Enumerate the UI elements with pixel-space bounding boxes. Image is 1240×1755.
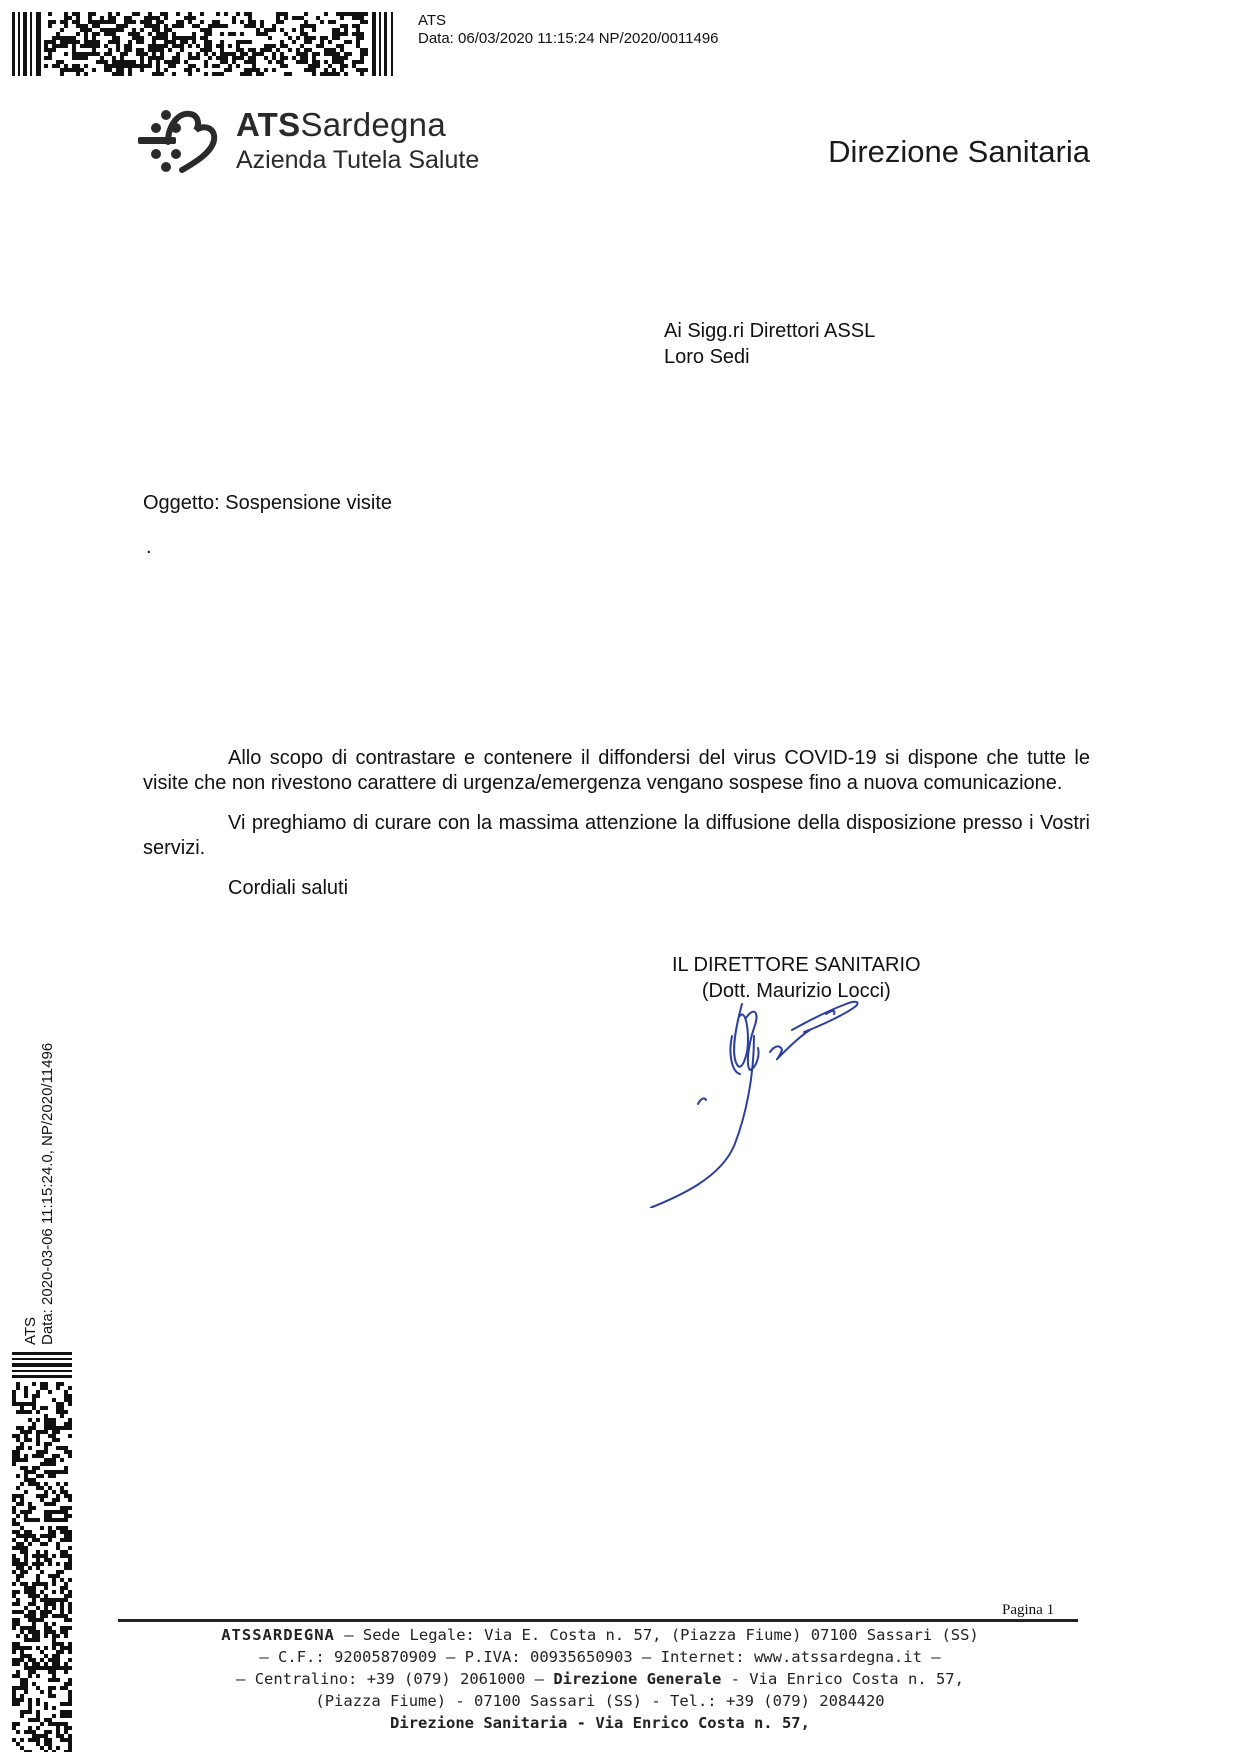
footer-line-3: – Centralino: +39 (079) 2061000 – Direzione Generale - Via Enrico Costa n. 57, — [236, 1670, 964, 1688]
protocol-stamp — [418, 12, 719, 48]
side-protocol-date: Data: 2020-03-06 11:15:24.0, NP/2020/11496 — [39, 1042, 56, 1345]
protocol-org: ATS — [418, 12, 447, 29]
ats-logo-icon — [138, 106, 220, 176]
addressee-block — [664, 318, 875, 370]
footer-line-2: – C.F.: 92005870909 – P.IVA: 00935650903 – Internet: www.atssardegna.it – — [259, 1648, 941, 1666]
protocol-date: Data: 06/03/2020 11:15:24 NP/2020/0011496 — [418, 30, 719, 47]
side-protocol-stamp — [22, 1043, 56, 1345]
subject-line: Oggetto: Sospensione visite — [143, 492, 393, 514]
signatory-title: IL DIRETTORE SANITARIO — [672, 954, 921, 976]
closing-salutation: Cordiali saluti — [228, 877, 349, 899]
protocol-barcode — [12, 12, 402, 76]
footer-line-4: (Piazza Fiume) - 07100 Sassari (SS) - Tel.: +39 (079) 2084420 — [315, 1692, 885, 1710]
handwritten-signature — [650, 996, 950, 1208]
signatory-name: (Dott. Maurizio Locci) — [701, 980, 891, 1002]
brand-name: ATSSardegna — [236, 106, 446, 143]
addressee-line-1: Ai Sigg.ri Direttori ASSL — [664, 320, 876, 342]
body-paragraph-2: Vi preghiamo di curare con la massima attenzione la diffusione della disposizione presso i Vostri servizi. — [143, 812, 1090, 859]
page-number: Pagina 1 — [1002, 1602, 1055, 1618]
addressee-line-2: Loro Sedi — [664, 346, 750, 368]
footer-line-1: ATSSARDEGNA – Sede Legale: Via E. Costa n. 57, (Piazza Fiume) 07100 Sassari (SS) — [221, 1626, 979, 1644]
footer-block — [150, 1624, 1050, 1734]
letter-body — [143, 746, 1090, 901]
side-protocol-org: ATS — [22, 1316, 39, 1345]
body-paragraph-1: Allo scopo di contrastare e contenere il diffondersi del virus COVID-19 si dispone che tutte le visite che non rivestono carattere di urgenza/emergenza vengano sospese fino a nuova comunicazione. — [143, 747, 1090, 794]
footer-divider — [118, 1619, 1078, 1622]
brand-subtitle: Azienda Tutela Salute — [236, 146, 480, 174]
side-barcode — [12, 1352, 72, 1752]
footer-line-5: Direzione Sanitaria - Via Enrico Costa n. 57, — [390, 1714, 810, 1732]
stray-mark: . — [146, 536, 152, 558]
office-title: Direzione Sanitaria — [828, 134, 1090, 169]
